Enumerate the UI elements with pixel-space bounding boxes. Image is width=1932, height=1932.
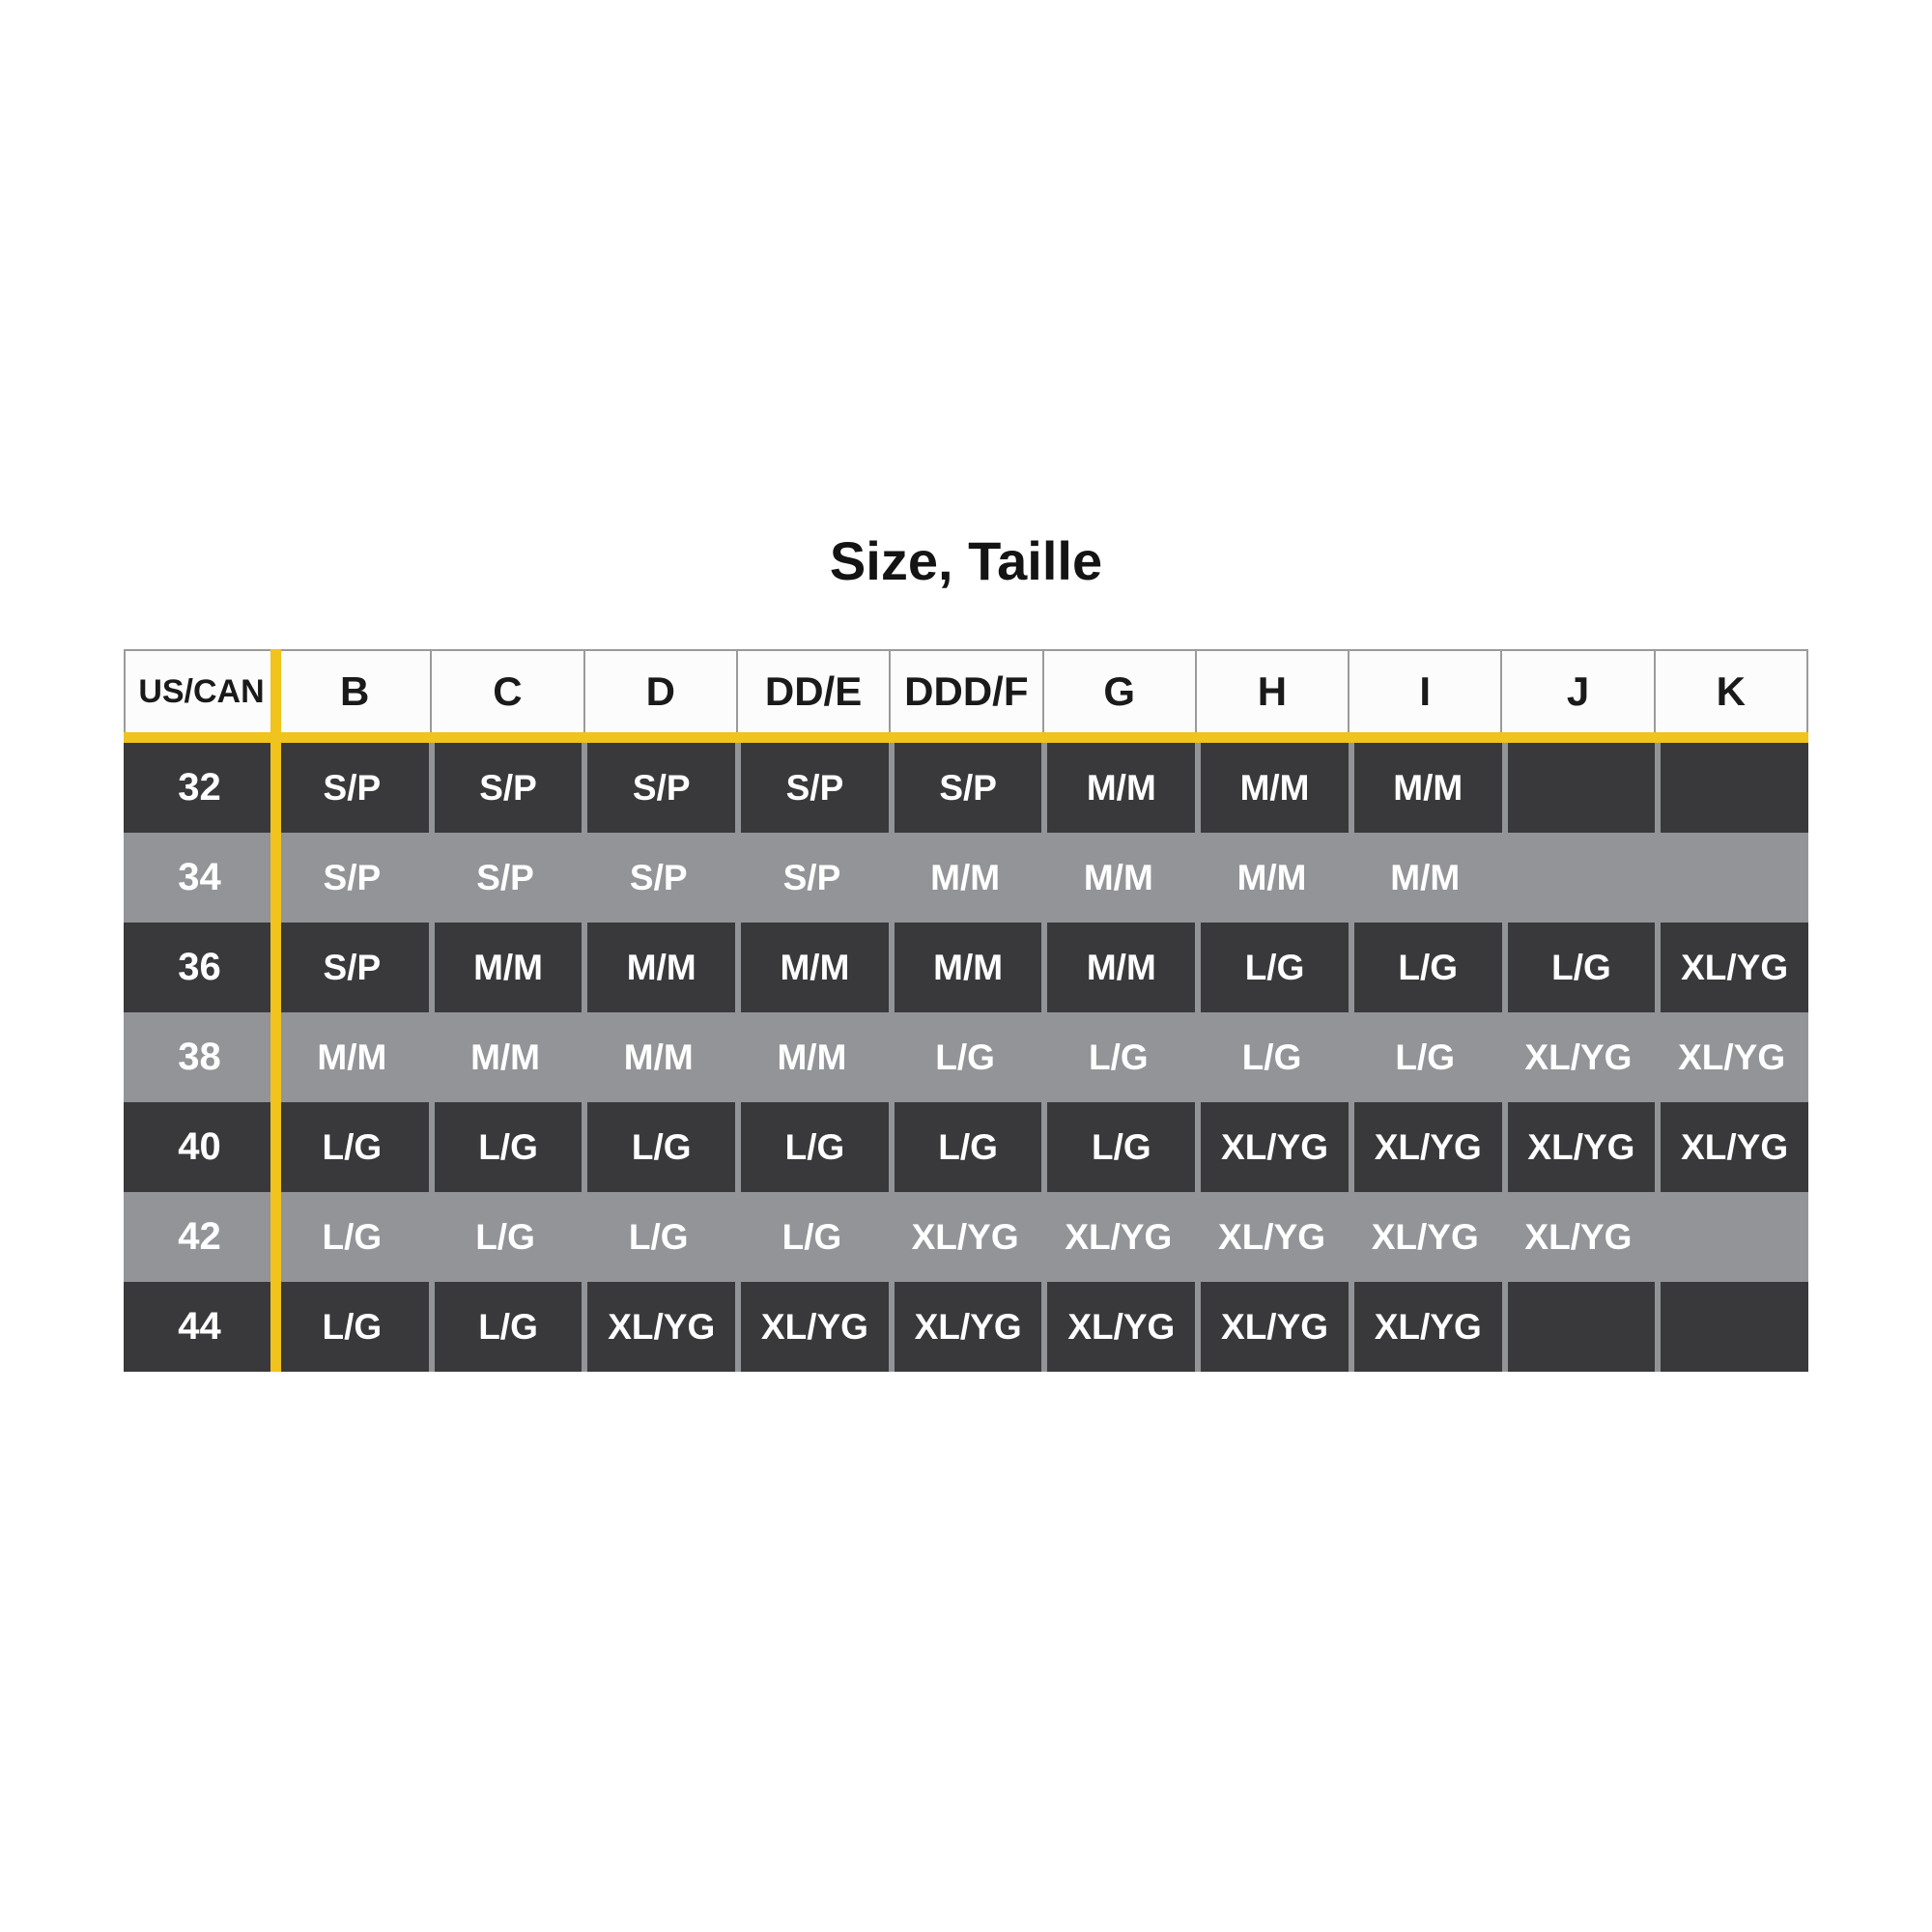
column-header-h: H [1195, 651, 1348, 732]
size-cell-32-h: M/M [1195, 743, 1349, 833]
size-cell-32-i: M/M [1349, 743, 1502, 833]
size-cell-36-i: L/G [1349, 923, 1502, 1012]
column-header-b: B [277, 651, 430, 732]
size-cell-40-dd-e: L/G [735, 1102, 889, 1192]
size-cell-42-j: XL/YG [1524, 1216, 1633, 1257]
size-cell-44-g: XL/YG [1041, 1282, 1195, 1372]
band-size-44: 44 [124, 1282, 275, 1372]
table-row-38 [124, 1012, 1808, 1102]
size-cell-32-j [1502, 743, 1656, 833]
size-cell-42-b: L/G [322, 1216, 383, 1257]
size-cell-40-ddd-f: L/G [889, 1102, 1042, 1192]
column-header-us-can: US/CAN [138, 672, 265, 710]
size-cell-40-d: L/G [582, 1102, 735, 1192]
size-cell-38-k: XL/YG [1678, 1037, 1786, 1077]
size-cell-40-c: L/G [429, 1102, 582, 1192]
size-cell-42-k [1655, 1192, 1808, 1282]
size-cell-44-b: L/G [275, 1282, 429, 1372]
yellow-vertical-divider [270, 649, 281, 1372]
size-cell-44-c: L/G [429, 1282, 582, 1372]
column-header-i: I [1348, 651, 1500, 732]
size-cell-42-c: L/G [475, 1216, 535, 1257]
size-cell-44-dd-e: XL/YG [735, 1282, 889, 1372]
column-header-g: G [1042, 651, 1195, 732]
size-chart-table [124, 649, 1808, 1372]
table-row-34 [124, 833, 1808, 923]
band-size-42: 42 [178, 1215, 221, 1258]
size-cell-32-b: S/P [275, 743, 429, 833]
size-cell-38-dd-e: M/M [777, 1037, 847, 1077]
size-cell-44-j [1502, 1282, 1656, 1372]
band-size-34: 34 [178, 856, 221, 898]
size-cell-36-g: M/M [1041, 923, 1195, 1012]
size-cell-32-d: S/P [582, 743, 735, 833]
size-cell-42-d: L/G [628, 1216, 689, 1257]
size-cell-32-k [1655, 743, 1808, 833]
table-row-40 [124, 1102, 1808, 1192]
band-size-40: 40 [124, 1102, 275, 1192]
size-cell-38-h: L/G [1241, 1037, 1302, 1077]
size-cell-36-d: M/M [582, 923, 735, 1012]
band-size-32: 32 [124, 743, 275, 833]
size-cell-44-k [1655, 1282, 1808, 1372]
size-cell-44-h: XL/YG [1195, 1282, 1349, 1372]
size-cell-42-ddd-f: XL/YG [911, 1216, 1019, 1257]
size-cell-34-c: S/P [476, 857, 534, 897]
size-cell-34-dd-e: S/P [782, 857, 841, 897]
column-header-j: J [1500, 651, 1653, 732]
size-cell-34-i: M/M [1390, 857, 1461, 897]
size-cell-40-h: XL/YG [1195, 1102, 1349, 1192]
column-header-c: C [430, 651, 582, 732]
size-cell-36-h: L/G [1195, 923, 1349, 1012]
size-cell-34-ddd-f: M/M [930, 857, 1001, 897]
size-cell-42-i: XL/YG [1371, 1216, 1479, 1257]
chart-title: Size, Taille [829, 530, 1103, 591]
table-row-32 [124, 743, 1808, 833]
size-cell-34-d: S/P [629, 857, 688, 897]
size-cell-44-ddd-f: XL/YG [889, 1282, 1042, 1372]
size-cell-38-g: L/G [1089, 1037, 1149, 1077]
band-size-38: 38 [178, 1036, 221, 1078]
table-header-row [124, 649, 1808, 732]
size-cell-44-d: XL/YG [582, 1282, 735, 1372]
table-body [124, 743, 1808, 1372]
size-cell-34-b: S/P [323, 857, 382, 897]
size-cell-36-dd-e: M/M [735, 923, 889, 1012]
band-size-36: 36 [124, 923, 275, 1012]
size-cell-36-k: XL/YG [1655, 923, 1808, 1012]
yellow-header-underline [124, 732, 1808, 743]
size-cell-32-g: M/M [1041, 743, 1195, 833]
column-header-ddd-f: DDD/F [889, 651, 1041, 732]
size-cell-32-dd-e: S/P [735, 743, 889, 833]
size-cell-32-c: S/P [429, 743, 582, 833]
table-row-42 [124, 1192, 1808, 1282]
size-cell-36-ddd-f: M/M [889, 923, 1042, 1012]
size-cell-36-c: M/M [429, 923, 582, 1012]
size-cell-42-h: XL/YG [1218, 1216, 1326, 1257]
size-cell-34-h: M/M [1236, 857, 1307, 897]
size-cell-42-dd-e: L/G [781, 1216, 842, 1257]
table-row-44 [124, 1282, 1808, 1372]
size-cell-36-b: S/P [275, 923, 429, 1012]
size-cell-38-i: L/G [1395, 1037, 1456, 1077]
size-cell-40-j: XL/YG [1502, 1102, 1656, 1192]
size-cell-44-i: XL/YG [1349, 1282, 1502, 1372]
table-row-36 [124, 923, 1808, 1012]
size-cell-40-k: XL/YG [1655, 1102, 1808, 1192]
column-header-dd-e: DD/E [736, 651, 889, 732]
size-cell-38-b: M/M [317, 1037, 387, 1077]
size-cell-40-i: XL/YG [1349, 1102, 1502, 1192]
size-cell-32-ddd-f: S/P [889, 743, 1042, 833]
size-cell-34-j [1502, 833, 1656, 923]
size-cell-38-j: XL/YG [1524, 1037, 1633, 1077]
size-cell-34-k [1655, 833, 1808, 923]
size-cell-34-g: M/M [1083, 857, 1153, 897]
size-cell-40-g: L/G [1041, 1102, 1195, 1192]
size-cell-42-g: XL/YG [1065, 1216, 1173, 1257]
column-header-k: K [1654, 651, 1806, 732]
size-cell-38-d: M/M [623, 1037, 694, 1077]
size-cell-40-b: L/G [275, 1102, 429, 1192]
column-header-d: D [583, 651, 736, 732]
size-cell-38-c: M/M [470, 1037, 540, 1077]
size-cell-36-j: L/G [1502, 923, 1656, 1012]
size-cell-38-ddd-f: L/G [935, 1037, 995, 1077]
